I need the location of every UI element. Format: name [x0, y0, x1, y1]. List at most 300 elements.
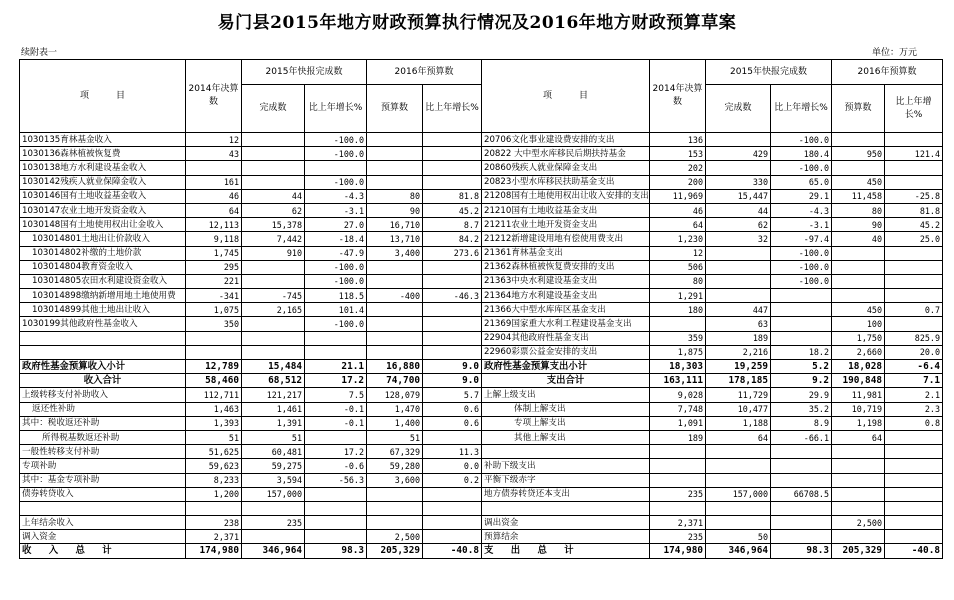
page-title: 易门县2015年地方财政预算执行情况及2016年地方财政预算草案 — [217, 13, 737, 33]
value-cell: 62 — [706, 218, 771, 232]
value-cell: -400 — [367, 289, 423, 303]
value-cell — [367, 303, 423, 317]
value-cell: 63 — [706, 317, 771, 331]
value-cell — [771, 445, 832, 459]
value-cell — [367, 317, 423, 331]
value-cell — [885, 501, 943, 515]
value-cell — [423, 501, 482, 515]
value-cell: 180 — [650, 303, 706, 317]
value-cell: 189 — [650, 430, 706, 444]
row-label-cell: 103014802补缴的土地价款 — [20, 246, 186, 260]
table-row — [20, 487, 943, 501]
value-cell: 1,400 — [367, 416, 423, 430]
value-cell — [832, 501, 885, 515]
value-cell: -56.3 — [305, 473, 367, 487]
row-label-cell: 体制上解支出 — [482, 402, 650, 416]
header-budget-left: 预算数 — [367, 85, 423, 133]
value-cell — [186, 345, 242, 359]
value-cell: 180.4 — [771, 147, 832, 161]
value-cell — [832, 161, 885, 175]
budget-table — [19, 59, 943, 559]
value-cell: 346,964 — [242, 544, 305, 558]
value-cell: 17.2 — [305, 374, 367, 388]
table-row — [20, 175, 943, 189]
table-row — [20, 445, 943, 459]
value-cell — [423, 331, 482, 345]
row-label-cell: 21363中央水利建设基金支出 — [482, 274, 650, 288]
value-cell: -18.4 — [305, 232, 367, 246]
value-cell: 9.2 — [771, 374, 832, 388]
value-cell: -341 — [186, 289, 242, 303]
value-cell: 90 — [367, 203, 423, 217]
value-cell: 15,484 — [242, 360, 305, 374]
value-cell — [242, 147, 305, 161]
value-cell: 0.0 — [423, 459, 482, 473]
value-cell — [771, 516, 832, 530]
value-cell — [305, 501, 367, 515]
value-cell: 2,660 — [832, 345, 885, 359]
value-cell: 18,028 — [832, 360, 885, 374]
value-cell — [885, 133, 943, 147]
row-label-cell: 21364地方水利建设基金支出 — [482, 289, 650, 303]
row-label-cell: 21362森林植被恢复费安排的支出 — [482, 260, 650, 274]
header-final-2014-right: 2014年决算数 — [650, 60, 706, 133]
value-cell: 1,200 — [186, 487, 242, 501]
value-cell — [706, 289, 771, 303]
attachment-label: 续附表一 — [21, 48, 58, 58]
value-cell: 9,028 — [650, 388, 706, 402]
value-cell — [242, 501, 305, 515]
table-row — [20, 133, 943, 147]
row-label-cell: 103014898缴纳新增用地土地使用费 — [20, 289, 186, 303]
value-cell: 29.1 — [771, 189, 832, 203]
row-label-cell: 22960彩票公益金安排的支出 — [482, 345, 650, 359]
value-cell — [706, 459, 771, 473]
value-cell: 9.0 — [423, 374, 482, 388]
value-cell: 98.3 — [305, 544, 367, 558]
value-cell: 9.0 — [423, 360, 482, 374]
table-row — [20, 161, 943, 175]
value-cell — [305, 331, 367, 345]
value-cell — [832, 445, 885, 459]
value-cell — [650, 445, 706, 459]
row-label-cell: 21211农业土地开发资金支出 — [482, 218, 650, 232]
row-label-cell: 一般性转移支付补助 — [20, 445, 186, 459]
table-row — [20, 232, 943, 246]
value-cell — [367, 147, 423, 161]
header-budget-2016-left: 2016年预算数 — [367, 60, 482, 85]
value-cell: 1,198 — [832, 416, 885, 430]
value-cell — [242, 260, 305, 274]
value-cell — [832, 459, 885, 473]
value-cell: -46.3 — [423, 289, 482, 303]
value-cell — [706, 473, 771, 487]
value-cell: 1,875 — [650, 345, 706, 359]
row-label-cell: 22904其他政府性基金支出 — [482, 331, 650, 345]
row-label-cell — [20, 501, 186, 515]
row-label-cell: 21366大中型水库库区基金支出 — [482, 303, 650, 317]
value-cell: -100.0 — [771, 246, 832, 260]
table-row — [20, 388, 943, 402]
value-cell: 121.4 — [885, 147, 943, 161]
row-label-cell: 收入合计 — [20, 374, 186, 388]
value-cell: 235 — [650, 487, 706, 501]
value-cell: 221 — [186, 274, 242, 288]
row-label-cell: 1030136森林植被恢复费 — [20, 147, 186, 161]
value-cell — [885, 161, 943, 175]
row-label-cell: 其他上解支出 — [482, 430, 650, 444]
value-cell — [771, 317, 832, 331]
value-cell: 81.8 — [423, 189, 482, 203]
value-cell — [367, 345, 423, 359]
value-cell — [832, 473, 885, 487]
value-cell: 67,329 — [367, 445, 423, 459]
value-cell — [832, 530, 885, 544]
header-final-2014-left: 2014年决算数 — [186, 60, 242, 133]
value-cell — [771, 331, 832, 345]
header-quick-2015-left: 2015年快报完成数 — [242, 60, 367, 85]
value-cell: 1,463 — [186, 402, 242, 416]
header-growth-right-2: 比上年增长% — [885, 85, 943, 133]
value-cell: 7.5 — [305, 388, 367, 402]
value-cell: 3,594 — [242, 473, 305, 487]
value-cell: -100.0 — [771, 260, 832, 274]
value-cell — [423, 430, 482, 444]
value-cell: -100.0 — [305, 175, 367, 189]
row-label-cell: 21212新增建设用地有偿使用费支出 — [482, 232, 650, 246]
value-cell — [706, 445, 771, 459]
row-label-cell: 21361育林基金支出 — [482, 246, 650, 260]
value-cell: -4.3 — [305, 189, 367, 203]
table-row — [20, 516, 943, 530]
value-cell — [305, 161, 367, 175]
value-cell: 2,371 — [650, 516, 706, 530]
value-cell: -100.0 — [771, 274, 832, 288]
row-label-cell: 103014804教育资金收入 — [20, 260, 186, 274]
table-row — [20, 246, 943, 260]
value-cell — [305, 430, 367, 444]
value-cell: 1,393 — [186, 416, 242, 430]
value-cell: 506 — [650, 260, 706, 274]
value-cell — [423, 487, 482, 501]
value-cell: 174,980 — [650, 544, 706, 558]
table-row — [20, 530, 943, 544]
value-cell: 51 — [242, 430, 305, 444]
value-cell: 950 — [832, 147, 885, 161]
value-cell — [771, 501, 832, 515]
value-cell — [885, 459, 943, 473]
value-cell: 10,719 — [832, 402, 885, 416]
value-cell — [771, 289, 832, 303]
row-label-cell: 收 入 总 计 — [20, 544, 186, 558]
value-cell: 44 — [242, 189, 305, 203]
header-budget-2016-right: 2016年预算数 — [832, 60, 943, 85]
value-cell: 84.2 — [423, 232, 482, 246]
value-cell — [885, 289, 943, 303]
value-cell: 1,075 — [186, 303, 242, 317]
value-cell: 2.1 — [885, 388, 943, 402]
value-cell: 59,623 — [186, 459, 242, 473]
value-cell: 51,625 — [186, 445, 242, 459]
value-cell — [650, 317, 706, 331]
value-cell: 0.2 — [423, 473, 482, 487]
value-cell: 7.1 — [885, 374, 943, 388]
row-label-cell — [482, 445, 650, 459]
value-cell: 80 — [832, 203, 885, 217]
value-cell: -66.1 — [771, 430, 832, 444]
row-label-cell: 1030199其他政府性基金收入 — [20, 317, 186, 331]
value-cell — [186, 501, 242, 515]
value-cell: 0.6 — [423, 416, 482, 430]
value-cell: -100.0 — [771, 133, 832, 147]
value-cell: 51 — [367, 430, 423, 444]
header-item-right: 项 目 — [482, 60, 650, 133]
row-label-cell: 所得税基数返还补助 — [20, 430, 186, 444]
value-cell: 359 — [650, 331, 706, 345]
value-cell: 3,400 — [367, 246, 423, 260]
value-cell — [423, 147, 482, 161]
row-label-cell: 103014805农田水利建设资金收入 — [20, 274, 186, 288]
value-cell — [242, 175, 305, 189]
table-row — [20, 147, 943, 161]
value-cell: 15,447 — [706, 189, 771, 203]
value-cell: 450 — [832, 175, 885, 189]
value-cell: 59,275 — [242, 459, 305, 473]
value-cell: 25.0 — [885, 232, 943, 246]
value-cell — [885, 445, 943, 459]
table-row — [20, 374, 943, 388]
value-cell: 8.9 — [771, 416, 832, 430]
value-cell: 1,091 — [650, 416, 706, 430]
value-cell: 17.2 — [305, 445, 367, 459]
value-cell: -40.8 — [423, 544, 482, 558]
value-cell: 29.9 — [771, 388, 832, 402]
value-cell: 62 — [242, 203, 305, 217]
table-row — [20, 203, 943, 217]
value-cell: 163,111 — [650, 374, 706, 388]
value-cell — [423, 161, 482, 175]
value-cell — [367, 516, 423, 530]
value-cell: 16,710 — [367, 218, 423, 232]
value-cell: 45.2 — [885, 218, 943, 232]
value-cell: 200 — [650, 175, 706, 189]
table-row — [20, 473, 943, 487]
value-cell: 40 — [832, 232, 885, 246]
value-cell: 32 — [706, 232, 771, 246]
value-cell — [367, 133, 423, 147]
value-cell: 2,500 — [832, 516, 885, 530]
unit-label: 单位：万元 — [872, 48, 918, 58]
table-row — [20, 544, 943, 558]
value-cell: 45.2 — [423, 203, 482, 217]
value-cell — [650, 459, 706, 473]
value-cell: 205,329 — [367, 544, 423, 558]
value-cell — [771, 459, 832, 473]
value-cell: 11,981 — [832, 388, 885, 402]
value-cell: 118.5 — [305, 289, 367, 303]
value-cell: 910 — [242, 246, 305, 260]
table-row — [20, 274, 943, 288]
row-label-cell: 补助下级支出 — [482, 459, 650, 473]
value-cell: 153 — [650, 147, 706, 161]
row-label-cell: 1030138地方水利建设基金收入 — [20, 161, 186, 175]
row-label-cell: 政府性基金预算收入小计 — [20, 360, 186, 374]
value-cell: 46 — [650, 203, 706, 217]
value-cell: 59,280 — [367, 459, 423, 473]
value-cell — [885, 430, 943, 444]
row-label-cell: 上年结余收入 — [20, 516, 186, 530]
row-label-cell: 20706文化事业建设费安排的支出 — [482, 133, 650, 147]
table-row — [20, 402, 943, 416]
value-cell: 19,259 — [706, 360, 771, 374]
value-cell: 11.3 — [423, 445, 482, 459]
value-cell: -100.0 — [771, 161, 832, 175]
value-cell — [771, 303, 832, 317]
value-cell: 1,461 — [242, 402, 305, 416]
value-cell: -97.4 — [771, 232, 832, 246]
value-cell: 12,113 — [186, 218, 242, 232]
value-cell: 1,470 — [367, 402, 423, 416]
value-cell: 0.8 — [885, 416, 943, 430]
value-cell: 157,000 — [242, 487, 305, 501]
value-cell: 74,700 — [367, 374, 423, 388]
row-label-cell: 20822 大中型水库移民后期扶持基金 — [482, 147, 650, 161]
table-row — [20, 331, 943, 345]
value-cell: -25.8 — [885, 189, 943, 203]
value-cell: 189 — [706, 331, 771, 345]
value-cell: 16,880 — [367, 360, 423, 374]
value-cell — [305, 516, 367, 530]
table-row — [20, 345, 943, 359]
value-cell — [367, 487, 423, 501]
value-cell — [885, 487, 943, 501]
header-item-left: 项 目 — [20, 60, 186, 133]
value-cell: 66708.5 — [771, 487, 832, 501]
row-label-cell — [482, 501, 650, 515]
value-cell — [423, 345, 482, 359]
value-cell — [423, 303, 482, 317]
value-cell — [186, 331, 242, 345]
value-cell: 238 — [186, 516, 242, 530]
value-cell — [423, 133, 482, 147]
value-cell: 8,233 — [186, 473, 242, 487]
value-cell — [885, 246, 943, 260]
row-label-cell: 1030148国有土地使用权出让金收入 — [20, 218, 186, 232]
value-cell: 121,217 — [242, 388, 305, 402]
value-cell — [885, 516, 943, 530]
value-cell: 68,512 — [242, 374, 305, 388]
value-cell: 64 — [650, 218, 706, 232]
value-cell — [885, 274, 943, 288]
value-cell — [771, 473, 832, 487]
value-cell: 35.2 — [771, 402, 832, 416]
header-growth-left-2: 比上年增长% — [423, 85, 482, 133]
value-cell: 7,442 — [242, 232, 305, 246]
value-cell: -745 — [242, 289, 305, 303]
value-cell: 3,600 — [367, 473, 423, 487]
value-cell — [186, 161, 242, 175]
value-cell: 1,750 — [832, 331, 885, 345]
table-row — [20, 218, 943, 232]
value-cell — [423, 530, 482, 544]
value-cell: 825.9 — [885, 331, 943, 345]
header-growth-right: 比上年增长% — [771, 85, 832, 133]
value-cell: 202 — [650, 161, 706, 175]
value-cell: 2.3 — [885, 402, 943, 416]
value-cell: 101.4 — [305, 303, 367, 317]
value-cell — [885, 260, 943, 274]
value-cell — [832, 289, 885, 303]
value-cell — [423, 317, 482, 331]
value-cell: 80 — [650, 274, 706, 288]
value-cell: 178,185 — [706, 374, 771, 388]
value-cell: 21.1 — [305, 360, 367, 374]
value-cell — [242, 161, 305, 175]
value-cell: 50 — [706, 530, 771, 544]
value-cell: 11,969 — [650, 189, 706, 203]
value-cell: 44 — [706, 203, 771, 217]
value-cell: 64 — [706, 430, 771, 444]
value-cell — [367, 274, 423, 288]
value-cell: -0.6 — [305, 459, 367, 473]
value-cell: 12 — [186, 133, 242, 147]
value-cell — [367, 161, 423, 175]
value-cell: -40.8 — [885, 544, 943, 558]
value-cell: 98.3 — [771, 544, 832, 558]
value-cell: 157,000 — [706, 487, 771, 501]
header-done-right: 完成数 — [706, 85, 771, 133]
value-cell: 27.0 — [305, 218, 367, 232]
row-label-cell: 地方债券转贷还本支出 — [482, 487, 650, 501]
value-cell: 205,329 — [832, 544, 885, 558]
value-cell: 64 — [832, 430, 885, 444]
value-cell: 2,165 — [242, 303, 305, 317]
value-cell: 2,371 — [186, 530, 242, 544]
value-cell: -3.1 — [305, 203, 367, 217]
value-cell — [305, 345, 367, 359]
table-row — [20, 459, 943, 473]
header-budget-right: 预算数 — [832, 85, 885, 133]
table-row — [20, 303, 943, 317]
row-label-cell: 103014801土地出让价款收入 — [20, 232, 186, 246]
value-cell: 43 — [186, 147, 242, 161]
value-cell — [423, 274, 482, 288]
value-cell: 235 — [242, 516, 305, 530]
value-cell — [423, 175, 482, 189]
value-cell — [706, 260, 771, 274]
row-label-cell: 债券转贷收入 — [20, 487, 186, 501]
value-cell: 51 — [186, 430, 242, 444]
value-cell: 429 — [706, 147, 771, 161]
table-row — [20, 416, 943, 430]
value-cell: 346,964 — [706, 544, 771, 558]
value-cell — [706, 246, 771, 260]
header-quick-2015-right: 2015年快报完成数 — [706, 60, 832, 85]
value-cell: 9,118 — [186, 232, 242, 246]
value-cell: 450 — [832, 303, 885, 317]
value-cell: 235 — [650, 530, 706, 544]
row-label-cell: 其中：基金专项补助 — [20, 473, 186, 487]
value-cell — [706, 501, 771, 515]
row-label-cell: 20823小型水库移民扶助基金支出 — [482, 175, 650, 189]
value-cell — [367, 175, 423, 189]
row-label-cell: 其中：税收返还补助 — [20, 416, 186, 430]
value-cell: 81.8 — [885, 203, 943, 217]
value-cell — [242, 530, 305, 544]
row-label-cell: 1030135育林基金收入 — [20, 133, 186, 147]
value-cell — [423, 260, 482, 274]
row-label-cell: 专项补助 — [20, 459, 186, 473]
